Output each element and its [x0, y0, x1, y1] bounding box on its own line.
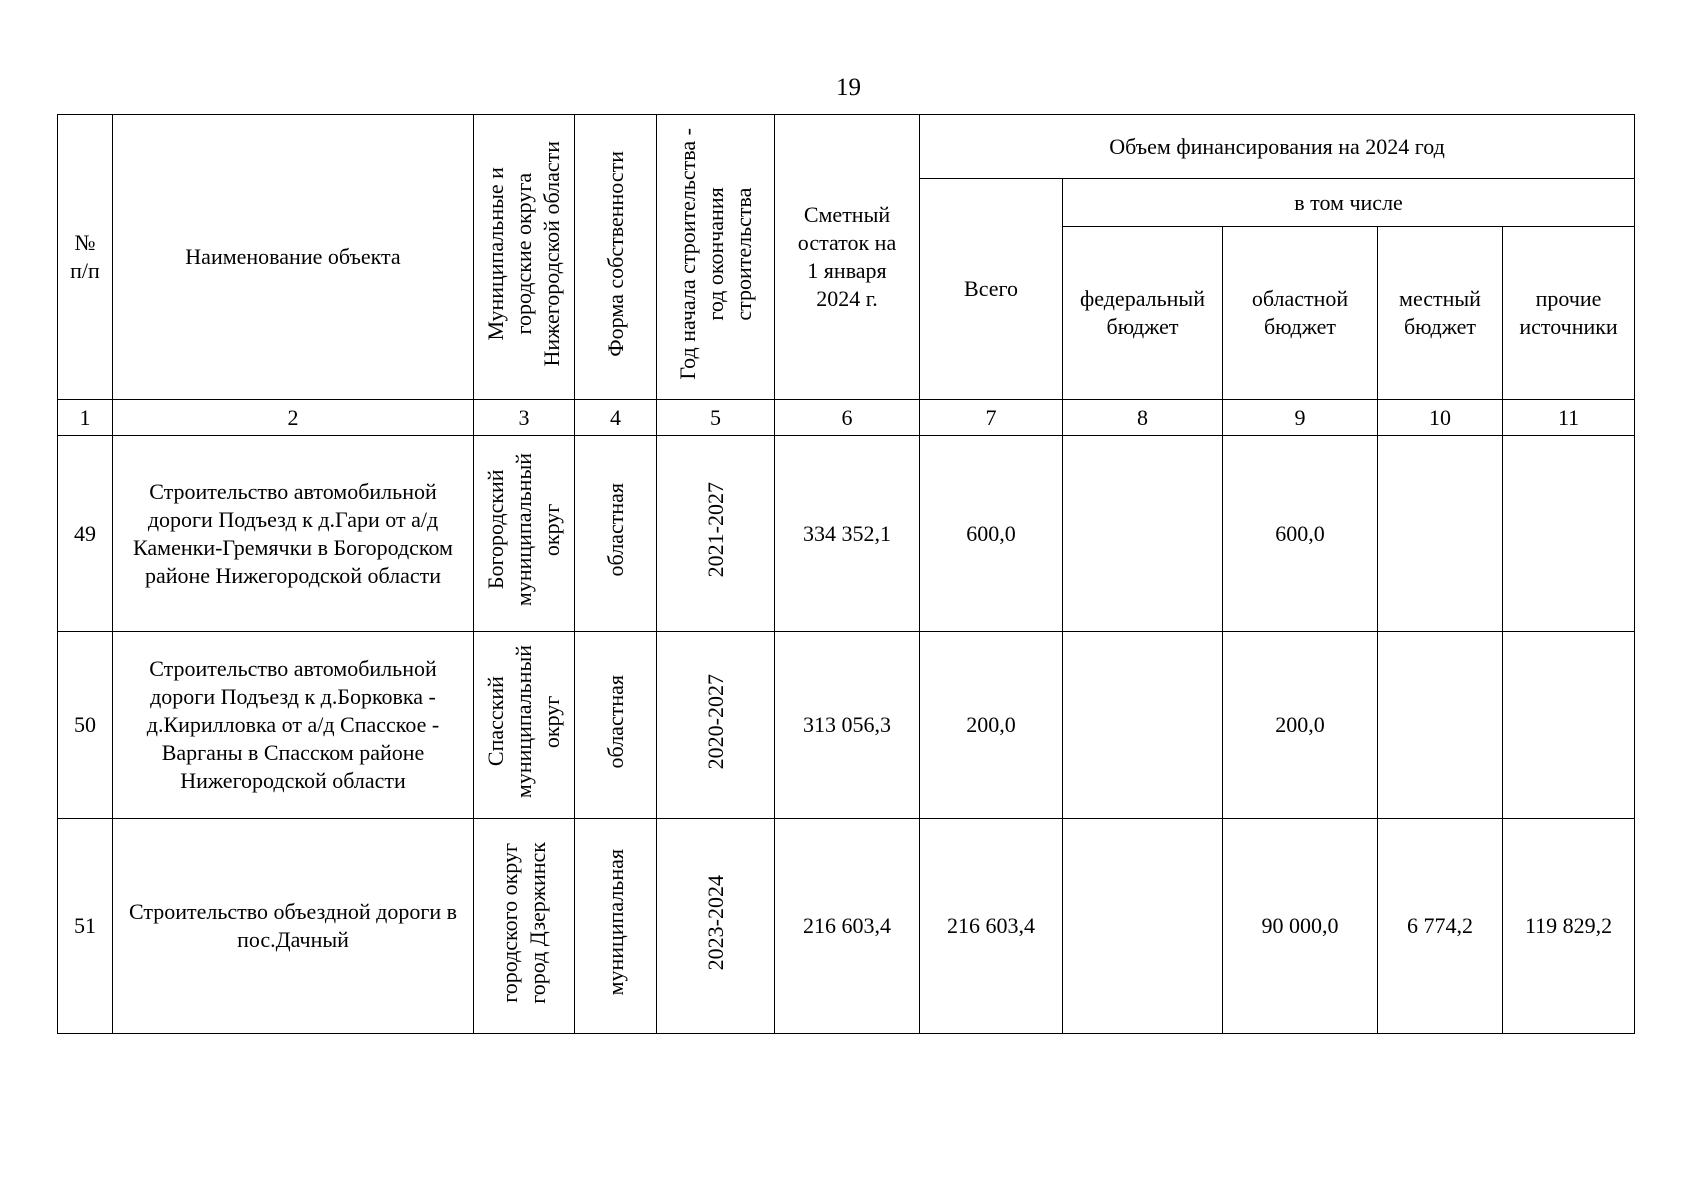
header-total: Всего: [920, 179, 1063, 400]
regional-cell: 90 000,0: [1223, 819, 1378, 1034]
header-name: Наименование объекта: [113, 115, 474, 400]
municipality-cell: Богородский муниципальный округ: [474, 436, 575, 632]
table-row: [58, 436, 1635, 632]
header-row-1: [58, 115, 1635, 179]
header-including: в том числе: [1063, 179, 1635, 227]
object-name: Строительство автомобильной дороги Подъезд к д.Борковка - д.Кирилловка от а/д Спасское - Варганы в Спасском районе Нижегородской области: [113, 632, 474, 819]
column-number: 1: [58, 400, 113, 436]
column-number-row: [58, 400, 1635, 436]
local-cell: [1378, 632, 1503, 819]
object-name: Строительство объездной дороги в пос.Дачный: [113, 819, 474, 1034]
column-number: 7: [920, 400, 1063, 436]
column-number: 5: [657, 400, 775, 436]
row-num: 51: [58, 819, 113, 1034]
header-local: местный бюджет: [1378, 227, 1503, 400]
other-cell: [1503, 436, 1635, 632]
object-name: Строительство автомобильной дороги Подъезд к д.Гари от а/д Каменки-Гремячки в Богородском районе Нижегородской области: [113, 436, 474, 632]
estimate-cell: 216 603,4: [775, 819, 920, 1034]
years-cell: 2021-2027: [657, 436, 775, 632]
federal-cell: [1063, 632, 1223, 819]
federal-cell: [1063, 819, 1223, 1034]
column-number: 2: [113, 400, 474, 436]
table-row: [58, 632, 1635, 819]
header-other: прочие источники: [1503, 227, 1635, 400]
ownership-cell: муниципальная: [575, 819, 657, 1034]
column-number: 4: [575, 400, 657, 436]
column-number: 6: [775, 400, 920, 436]
years-cell: 2023-2024: [657, 819, 775, 1034]
total-cell: 600,0: [920, 436, 1063, 632]
header-regional: областной бюджет: [1223, 227, 1378, 400]
header-municipality: Муниципальные и городские округа Нижегородской области: [474, 115, 575, 400]
header-federal: федеральный бюджет: [1063, 227, 1223, 400]
total-cell: 216 603,4: [920, 819, 1063, 1034]
header-financing-title: Объем финансирования на 2024 год: [920, 115, 1635, 179]
regional-cell: 200,0: [1223, 632, 1378, 819]
column-number: 10: [1378, 400, 1503, 436]
header-years: Год начала строительства - год окончания строительства: [657, 115, 775, 400]
row-num: 49: [58, 436, 113, 632]
ownership-cell: областная: [575, 632, 657, 819]
column-number: 3: [474, 400, 575, 436]
header-ownership: Форма собственности: [575, 115, 657, 400]
header-num: № п/п: [58, 115, 113, 400]
total-cell: 200,0: [920, 632, 1063, 819]
estimate-cell: 334 352,1: [775, 436, 920, 632]
estimate-cell: 313 056,3: [775, 632, 920, 819]
municipality-cell: Спасский муниципальный округ: [474, 632, 575, 819]
table-row: [58, 819, 1635, 1034]
other-cell: [1503, 632, 1635, 819]
regional-cell: 600,0: [1223, 436, 1378, 632]
page-number: 19: [836, 74, 861, 101]
ownership-cell: областная: [575, 436, 657, 632]
column-number: 11: [1503, 400, 1635, 436]
header-estimate: Сметный остаток на 1 января 2024 г.: [775, 115, 920, 400]
column-number: 8: [1063, 400, 1223, 436]
local-cell: [1378, 436, 1503, 632]
local-cell: 6 774,2: [1378, 819, 1503, 1034]
municipality-cell: городского округ город Дзержинск: [474, 819, 575, 1034]
row-num: 50: [58, 632, 113, 819]
years-cell: 2020-2027: [657, 632, 775, 819]
other-cell: 119 829,2: [1503, 819, 1635, 1034]
column-number: 9: [1223, 400, 1378, 436]
federal-cell: [1063, 436, 1223, 632]
financing-table: [57, 114, 1635, 1034]
